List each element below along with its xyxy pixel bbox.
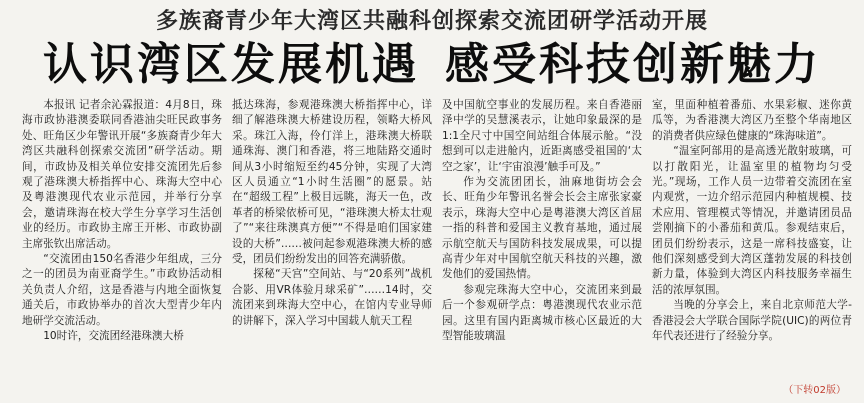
column-1-paragraph-1: 本报讯 记者余沁霖报道：4月8日，珠海市政协港澳委联同香港油尖旺民政事务处、旺角区少年警讯开展“多族裔青少年大湾区共融科创探索交流团”研学活动。期间，市政协及相关单位安排交流团先后参观了港珠澳大桥指挥中心、珠海大空中心及粤港澳现代农业示范园，并举行分享会，邀请珠海在校大学生分享学习生活创业的经历。市政协主席王开彬、市政协副主席张钦出席活动。 bbox=[22, 99, 222, 250]
article-subheadline: 多族裔青少年大湾区共融科创探索交流团研学活动开展 bbox=[155, 9, 708, 34]
headline-part-1: 认识湾区发展机遇 bbox=[43, 39, 419, 90]
column-2-paragraph-1: 抵达珠海，参观港珠澳大桥指挥中心，详细了解港珠澳大桥建设历程，领略大桥风采。珠江入海，伶仃洋上，港珠澳大桥联通珠海、澳门和香港，将三地陆路交通时间从3小时缩短至约45分钟，实现了大湾区人员通立“1小时生活圈”的愿景。站在“超级工程”上极目远眺，海天一色，改革者的桥梁依桥可见，“港珠澳大桥太壮观了”“来往珠澳真方便”“不得是咱们国家建设的大桥”……被问起参观港珠澳大桥的感受，团员们纷纷发出的回答充满骄傲。 bbox=[232, 99, 432, 266]
headline-part-2: 感受科技创新魅力 bbox=[445, 39, 821, 90]
article-column-1 bbox=[22, 98, 222, 398]
article-column-2 bbox=[232, 98, 432, 398]
column-4-paragraph-3: 当晚的分享会上，来自北京师范大学-香港浸会大学联合国际学院(UIC)的两位青年代表还进行了经验分享。 bbox=[652, 299, 852, 343]
article-column-4 bbox=[652, 98, 852, 398]
column-3-paragraph-3: 参观完珠海大空中心，交流团来到最后一个参观研学点：粤港澳现代农业示范园。这里有国内距离城市核心区最近的大型智能玻璃温 bbox=[442, 283, 642, 343]
column-1-paragraph-3: 10时许，交流团经港珠澳大桥 bbox=[43, 330, 184, 343]
article-column-3 bbox=[442, 98, 642, 398]
column-2-paragraph-2: 探秘“天宫”空间站、与“20系列”战机合影、用VR体验月球采矿”……14时，交流团来到珠海大空中心，在馆内专业导师的讲解下，深入学习中国载人航天工程 bbox=[232, 268, 432, 327]
column-3-paragraph-2: 作为交流团团长，油麻地街坊会会长、旺角少年警讯名誉会长会主席张家豪表示，珠海大空中心是粤港澳大湾区首屈一指的科普和爱国主义教育基地，通过展示航空航天与国防科技发展成果，可以提高青少年对中国航空航天科技的兴趣，激发他们的爱国热情。 bbox=[442, 176, 642, 281]
column-1-paragraph-2: “交流团由150名香港少年组成，三分之一的团员为南亚裔学生。”市政协活动相关负责人介绍，这是香港与内地全面恢复通关后，市政协举办的首次大型青少年内地研学交流活动。 bbox=[22, 253, 222, 327]
continuation-note: （下转02版） bbox=[783, 385, 846, 396]
article-headline bbox=[0, 38, 864, 92]
column-4-paragraph-1: 室，里面种植着番茄、水果彩椒、迷你黄瓜等，为香港澳大湾区乃至整个华南地区的消费者供应绿色健康的“珠海味道”。 bbox=[652, 99, 852, 142]
column-3-paragraph-1: 及中国航空事业的发展历程。来自香港丽泽中学的吴慧溪表示，让她印象最深的是1:1全尺寸中国空间站组合体展示舱。“没想到可以走进舱内，近距离感受祖国的‘太空之家’，让‘宇宙浪漫’触手可及。” bbox=[442, 99, 642, 173]
column-4-paragraph-2: “温室阿部用的是高透光散射玻璃，可以打散阳光，让温室里的植物均匀受光。”现场，工作人员一边带着交流团在室内观赏，一边介绍示范园内种植规模、技术应用、管理模式等情况，并邀请团员品尝刚摘下的小番茄和黄瓜。参观结束后，团员们纷纷表示，这是一席科技盛宴，让他们深刻感受到大湾区蓬勃发展的科技创新力量，体验到大湾区内科技服务幸福生活的浓厚氛围。 bbox=[652, 145, 852, 296]
article-columns bbox=[22, 98, 852, 398]
